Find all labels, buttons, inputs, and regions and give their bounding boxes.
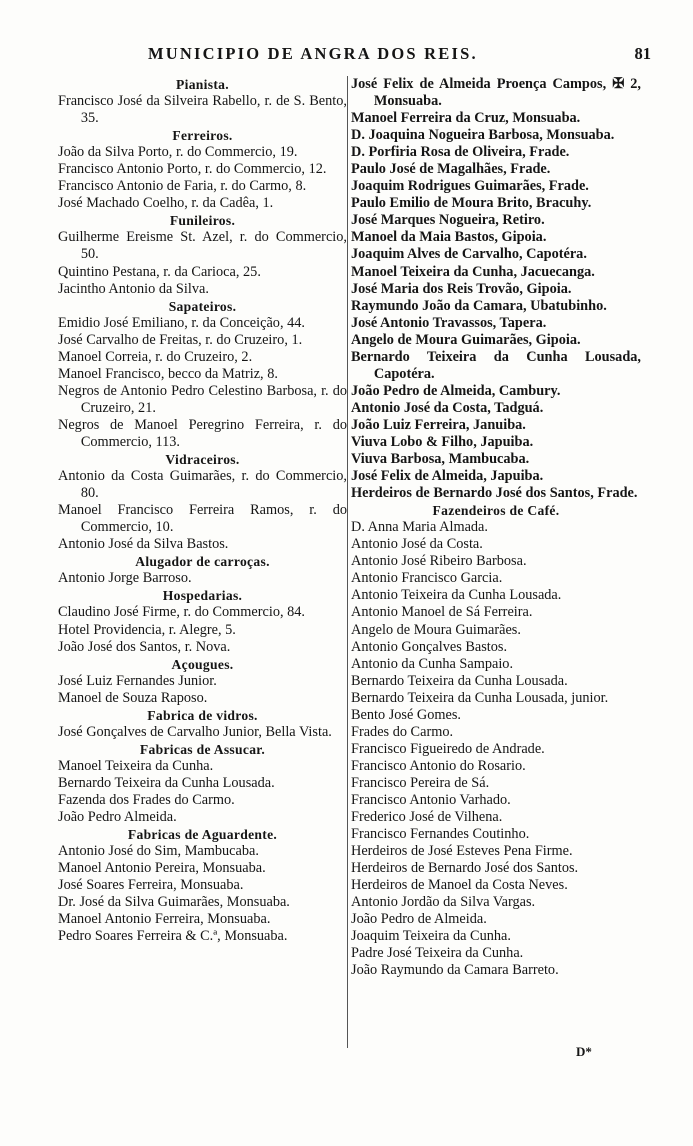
directory-entry: Joaquim Alves de Carvalho, Capotéra.	[351, 246, 587, 263]
directory-entry: Manoel Teixeira da Cunha.	[58, 757, 214, 774]
directory-entry: Dr. José da Silva Guimarães, Monsuaba.	[58, 894, 290, 911]
page-number: 81	[634, 44, 651, 63]
directory-entry: Bento José Gomes.	[351, 706, 461, 723]
directory-entry: Raymundo João da Camara, Ubatubinho.	[351, 297, 607, 314]
directory-entry: Bernardo Teixeira da Cunha Lousada.	[58, 774, 275, 791]
directory-entry: José Marques Nogueira, Retiro.	[351, 212, 545, 229]
directory-entry: Antonio Jordão da Silva Vargas.	[351, 894, 536, 911]
directory-entry: Antonio José da Costa, Tadguá.	[351, 399, 544, 416]
directory-entry: José Felix de Almeida, Japuiba.	[351, 468, 544, 485]
directory-entry: Joaquim Rodrigues Guimarães, Frade.	[351, 178, 589, 195]
directory-entry: Antonio José do Sim, Mambucaba.	[58, 843, 259, 860]
directory-entry: José Felix de Almeida Proença Campos, ✠ 2, Monsuaba.	[351, 76, 641, 110]
section-heading: Açougues.	[171, 656, 234, 672]
directory-entry: Antonio da Cunha Sampaio.	[351, 655, 514, 672]
right-column	[351, 76, 641, 979]
page-header	[56, 44, 651, 70]
directory-entry: Francisco Pereira de Sá.	[351, 774, 490, 791]
directory-entry: Francisco Figueiredo de Andrade.	[351, 740, 545, 757]
directory-entry: Manoel de Souza Raposo.	[58, 689, 208, 706]
section-heading: Ferreiros.	[172, 128, 233, 144]
directory-entry: Manoel Ferreira da Cruz, Monsuaba.	[351, 110, 581, 127]
section-heading: Fabricas de Aguardente.	[127, 827, 278, 843]
directory-entry: Manoel Francisco Ferreira Ramos, r. do Commercio, 10.	[58, 502, 347, 536]
directory-entry: Guilherme Ereisme St. Azel, r. do Commercio, 50.	[58, 229, 347, 263]
directory-entry: Manoel da Maia Bastos, Gipoia.	[351, 229, 547, 246]
directory-entry: Manoel Antonio Ferreira, Monsuaba.	[58, 911, 271, 928]
directory-entry: Paulo José de Magalhães, Frade.	[351, 161, 551, 178]
directory-entry: Manoel Francisco, becco da Matriz, 8.	[58, 365, 278, 382]
directory-entry: Angelo de Moura Guimarães.	[351, 621, 521, 638]
directory-entry: José Maria dos Reis Trovão, Gipoia.	[351, 280, 572, 297]
directory-entry: Emidio José Emiliano, r. da Conceição, 44.	[58, 314, 305, 331]
section-heading: Funileiros.	[169, 213, 236, 229]
directory-entry: Bernardo Teixeira da Cunha Lousada, junior.	[351, 689, 609, 706]
directory-entry: Herdeiros de Bernardo José dos Santos.	[351, 860, 579, 877]
directory-entry: João José dos Santos, r. Nova.	[58, 638, 231, 655]
directory-entry: José Antonio Travassos, Tapera.	[351, 314, 547, 331]
directory-entry: Francisco Antonio do Rosario.	[351, 757, 526, 774]
section-heading: Fazendeiros de Café.	[432, 503, 560, 519]
directory-entry: Negros de Antonio Pedro Celestino Barbosa, r. do Cruzeiro, 21.	[58, 382, 347, 416]
section-heading: Sapateiros.	[168, 298, 237, 314]
page-title: MUNICIPIO DE ANGRA DOS REIS.	[148, 44, 478, 63]
directory-entry: Francisco Antonio de Faria, r. do Carmo, 8.	[58, 178, 307, 195]
section-heading: Alugador de carroças.	[135, 554, 270, 570]
directory-entry: Antonio da Costa Guimarães, r. do Commercio, 80.	[58, 468, 347, 502]
directory-entry: Manoel Antonio Pereira, Monsuaba.	[58, 860, 266, 877]
directory-entry: Viuva Barbosa, Mambucaba.	[351, 451, 530, 468]
directory-entry: Antonio Francisco Garcia.	[351, 570, 503, 587]
directory-entry: José Machado Coelho, r. da Cadêa, 1.	[58, 195, 274, 212]
section-heading: Fabrica de vidros.	[147, 707, 258, 723]
directory-entry: Antonio José da Silva Bastos.	[58, 536, 229, 553]
section-heading: Hospedarias.	[162, 588, 243, 604]
directory-entry: João da Silva Porto, r. do Commercio, 19.	[58, 144, 298, 161]
directory-entry: Herdeiros de Manoel da Costa Neves.	[351, 877, 568, 894]
directory-entry: Angelo de Moura Guimarães, Gipoia.	[351, 331, 581, 348]
directory-entry: Francisco Antonio Varhado.	[351, 791, 511, 808]
directory-entry: Quintino Pestana, r. da Carioca, 25.	[58, 263, 261, 280]
directory-entry: Herdeiros de José Esteves Pena Firme.	[351, 843, 573, 860]
directory-entry: Jacintho Antonio da Silva.	[58, 280, 209, 297]
directory-entry: D. Anna Maria Almada.	[351, 519, 488, 536]
directory-entry: Viuva Lobo & Filho, Japuiba.	[351, 433, 534, 450]
directory-entry: Francisco José da Silveira Rabello, r. de S. Bento, 35.	[58, 93, 347, 127]
directory-entry: João Pedro Almeida.	[58, 809, 177, 826]
left-column	[58, 76, 347, 945]
directory-entry: Manoel Correia, r. do Cruzeiro, 2.	[58, 348, 253, 365]
directory-entry: Paulo Emilio de Moura Brito, Bracuhy.	[351, 195, 592, 212]
directory-entry: José Carvalho de Freitas, r. do Cruzeiro, 1.	[58, 331, 303, 348]
printer-signature-mark: D*	[576, 1044, 592, 1059]
directory-entry: Bernardo Teixeira da Cunha Lousada.	[351, 672, 568, 689]
directory-entry: Antonio Gonçalves Bastos.	[351, 638, 508, 655]
section-heading: Vidraceiros.	[165, 452, 240, 468]
directory-entry: Joaquim Teixeira da Cunha.	[351, 928, 511, 945]
directory-entry: João Pedro de Almeida, Cambury.	[351, 382, 561, 399]
directory-entry: José Gonçalves de Carvalho Junior, Bella Vista.	[58, 723, 332, 740]
directory-entry: Antonio Jorge Barroso.	[58, 570, 192, 587]
directory-entry: Padre José Teixeira da Cunha.	[351, 945, 524, 962]
directory-entry: Manoel Teixeira da Cunha, Jacuecanga.	[351, 263, 595, 280]
directory-entry: Francisco Fernandes Coutinho.	[351, 826, 530, 843]
directory-entry: Pedro Soares Ferreira & C.ª, Monsuaba.	[58, 928, 288, 945]
section-heading: Pianista.	[176, 77, 229, 92]
directory-entry: Antonio José da Costa.	[351, 536, 483, 553]
directory-entry: Antonio Teixeira da Cunha Lousada.	[351, 587, 562, 604]
section-heading: Fabricas de Assucar.	[139, 741, 266, 757]
directory-entry: Negros de Manoel Peregrino Ferreira, r. do Commercio, 113.	[58, 416, 347, 450]
directory-entry: Francisco Antonio Porto, r. do Commercio, 12.	[58, 161, 327, 178]
directory-entry: Bernardo Teixeira da Cunha Lousada, Capotéra.	[351, 348, 641, 382]
directory-entry: D. Joaquina Nogueira Barbosa, Monsuaba.	[351, 127, 615, 144]
directory-entry: Antonio José Ribeiro Barbosa.	[351, 553, 527, 570]
directory-entry: Antonio Manoel de Sá Ferreira.	[351, 604, 533, 621]
directory-entry: Hotel Providencia, r. Alegre, 5.	[58, 621, 236, 638]
directory-entry: José Luiz Fernandes Junior.	[58, 672, 217, 689]
directory-entry: D. Porfiria Rosa de Oliveira, Frade.	[351, 144, 570, 161]
directory-entry: Fazenda dos Frades do Carmo.	[58, 791, 235, 808]
directory-entry: João Pedro de Almeida.	[351, 911, 487, 928]
column-divider	[347, 76, 348, 1048]
directory-entry: João Luiz Ferreira, Januiba.	[351, 416, 526, 433]
directory-entry: João Raymundo da Camara Barreto.	[351, 962, 559, 979]
directory-entry: Herdeiros de Bernardo José dos Santos, Frade.	[351, 485, 638, 502]
directory-entry: Claudino José Firme, r. do Commercio, 84.	[58, 604, 305, 621]
directory-entry: Frederico José de Vilhena.	[351, 809, 503, 826]
directory-entry: Frades do Carmo.	[351, 723, 454, 740]
directory-entry: José Soares Ferreira, Monsuaba.	[58, 877, 244, 894]
